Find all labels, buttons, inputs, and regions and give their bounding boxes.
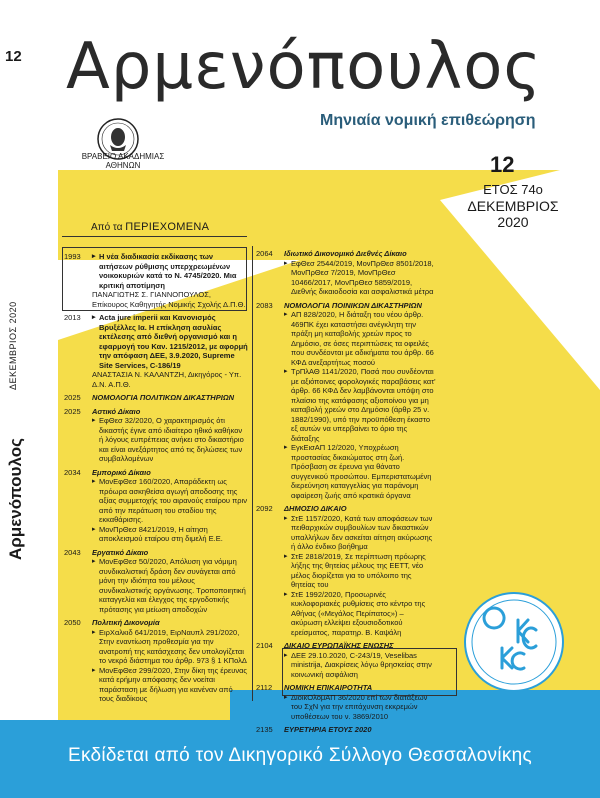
contents-entry: [256, 249, 436, 297]
contents-entry: [64, 407, 248, 464]
page-number: 2025: [64, 393, 81, 402]
year-volume: ΕΤΟΣ 74ο: [483, 182, 543, 197]
column-divider: [252, 246, 253, 701]
contents-entry: [64, 252, 248, 309]
contents-entry: [64, 393, 248, 403]
award-caption: ΒΡΑΒΕΙΟ ΑΚΑΔΗΜΙΑΣ ΑΘΗΝΩΝ: [81, 152, 165, 170]
case-item: ▸ ΜονΠρΘεσ 8421/2019, Η αίτηση απoκλεισμού εταίρου στη διμελή Ε.Ε.: [92, 525, 248, 544]
contents-entry: [64, 468, 248, 544]
issue-number: 12: [490, 152, 515, 177]
publisher-footer: Εκδίδεται από τον Δικηγορικό Σύλλογο Θεσσαλονίκης: [67, 745, 533, 766]
page-number: 2104: [256, 641, 273, 650]
case-item: ▸ ΣτΕ 1992/2020, Προσωρινές κυκλοφοριακές ρυθμίσεις στο κέντρο της Αθήνας («Μεγάλος Περίπατος») – ακύρωση ελλείψει εξουσιοδοτικού ερείσματος, παρατηρ. Β. Καψάλη: [284, 590, 436, 638]
case-item: ▸ ΤρΠλΑΘ 1141/2020, Ποσά που συνδέονται με αξιόποινες φορολογικές παραβάσεις κατ' άρθρ. 66 ΚΦΔ δεν λαμβάνονται υπόψη στο πλαίσιο της κατάφασης αξιοποίνου για μη καταβολή χρεών στο Δημόσιο (άρθρ 25 ν. 1882/1990), υπό την προϋπόθεση έκαστο εξ αυτών να υπερβαίνει το όριο της διάταξης: [284, 367, 436, 443]
page-number: 2135: [256, 725, 273, 734]
contents-rule: [62, 236, 247, 237]
section-heading: ΕΥΡΕΤΗΡΙΑ ΕΤΟΥΣ 2020: [284, 725, 372, 734]
section-heading: ΝΟΜΙΚΗ ΕΠΙΚΑΙΡΟΤΗΤΑ: [284, 683, 373, 692]
subsection-heading: Αστικό Δίκαιο: [92, 406, 141, 416]
section-heading: ΔΙΚΑΙΟ ΕΥΡΩΠΑΪΚΗΣ ΕΝΩΣΗΣ: [284, 641, 394, 650]
journal-title: Αρμενόπουλος: [66, 30, 542, 104]
case-item: ▸ ΜονΕφΘεσ 299/2020, Στην δίκη της έρευνας κατά ερήμην απόφασης δεν νοείται παράσταση με δήλωση για κανέναν από τους διαδίκους: [92, 666, 248, 704]
contents-entry: [64, 548, 248, 615]
contents-entry: [256, 725, 436, 735]
subsection-heading: Εργατικό Δίκαιο: [92, 547, 149, 557]
article-title: ▸ Η νέα διαδικασία εκδίκασης των αιτήσεων ρύθμισης υπερχρεωμένων νοικοκυριών κατά το Ν. 4745/2020. Μια κριτική αποτίμηση: [92, 252, 248, 290]
case-item: ▸ ΜονΕφΘεσ 160/2020, Απαράδεκτη ως πρόωρα ασκηθείσα αγωγή αποδοσης της αξίας συμμετοχής του αιρανούς εταίρου πριν από την περάτωση του σταδίου της εκκαθάρισης.: [92, 477, 248, 525]
journal-subtitle: Μηνιαία νομική επιθεώρηση: [320, 112, 536, 129]
bar-association-emblem-icon: [462, 590, 566, 694]
page-number: 1993: [64, 252, 81, 261]
contents-entry: [256, 504, 436, 637]
issue-month: ΔΕΚΕΜΒΡΙΟΣ: [467, 198, 559, 214]
section-heading: ΝΟΜΟΛΟΓΙΑ ΠΟΛΙΤΙΚΩΝ ΔΙΚΑΣΤΗΡΙΩΝ: [92, 393, 235, 402]
spine-date: [8, 290, 22, 390]
section-heading: ΝΟΜΟΛΟΓΙΑ ΠΟΙΝΙΚΩΝ ΔΙΚΑΣΤΗΡΙΩΝ: [284, 300, 422, 310]
contents-label: ΠΕΡΙΕΧΟΜΕΝΑ: [125, 221, 210, 233]
case-item: ▸ ΣτΕ 2818/2019, Σε περίπτωση πρόωρης λήξης της θητείας μέλους της ΕΕΤΤ, νέο μέλος διορίζεται για το υπόλοιπο της θητείας του: [284, 552, 436, 590]
contents-left-column: [64, 252, 248, 708]
subsection-heading: Εμπορικό Δίκαιο: [92, 467, 151, 477]
case-item: ▸ ΜονΕφΘεσ 50/2020, Απόλυση για νόμιμη συνδικαλιστική δράση δεν συνάγεται από μόνη την ιδιότητα του μέλους συνδικαλιστικής οργάνωσης. Τροποποιητική καταγγελία και έλεγχος της εργοδοτικής πρότασης για μείωση αποδοχών: [92, 557, 248, 614]
page-number: 2013: [64, 313, 81, 322]
contents-right-column: [256, 249, 436, 739]
contents-entry: [64, 618, 248, 704]
case-item: ▸ ΔΕΕ 29.10.2020, C-243/19, Veselibas ministrija, Διακρίσεις λόγω θρησκείας στην κοινωνική ασφάλιση: [284, 651, 436, 680]
contents-entry: [256, 683, 436, 721]
page-number: 2064: [256, 249, 273, 258]
issue-year: 2020: [497, 214, 529, 230]
article-author: ΠΑΝΑΓΙΩΤΗΣ Σ. ΓΙΑΝΝΟΠΟΥΛΟΣ, Επίκουρος Καθηγητής Νομικής Σχολής Δ.Π.Θ.: [92, 290, 246, 309]
page-number: 2043: [64, 547, 81, 557]
case-item: ▸ ΕγκΕισΑΠ 12/2020, Υποχρέωση προστασίας δικαιώματος στη ζωή. Πρόσβαση σε έρευνα για θάνατο συγγενικού προσώπου. Εμπεριστατωμένη διερεύνηση καταγγελίας για παράνομη αφαίρεση ζωής από κρατικά όργανα: [284, 443, 436, 500]
page-number: 2112: [256, 683, 273, 692]
spine-title-text: Αρμενόπουλος: [6, 438, 25, 560]
case-item: ▸ ΕιρΧαλκιδ 641/2019, ΕιρΝαυπλ 291/2020, Στην εναντίωση προθεσμία για την ανατροπή της κατάσχεσης δεν υπολογίζεται το νεκρό διάστημα του άρθρ. 973 § 1 ΚΠολΔ: [92, 628, 248, 666]
issue-number-side: 12: [5, 48, 22, 65]
article-title: ▸ Acta jure imperii και Κανονισμός Βρυξέλλες Ια. Η επίκληση ασυλίας εκτέλεσης από διεθνή οργανισμό και η εφαρμογή του Καν. 1215/2012, με αφορμή την απόφαση ΔΕΕ, 3.9.2020, Supreme Site Services, C-186/19: [92, 313, 248, 370]
contents-entry: [64, 313, 248, 389]
contents-entry: [256, 301, 436, 501]
page-number: 2034: [64, 467, 81, 477]
spine-date-text: ΔΕΚΕΜΒΡΙΟΣ 2020: [8, 301, 18, 390]
subsection-heading: Πολιτική Δικονομία: [92, 618, 160, 627]
page-number: 2025: [64, 406, 81, 416]
spine-title: [6, 438, 36, 570]
contents-entry: [256, 641, 436, 679]
contents-heading: [91, 221, 209, 233]
contents-prefix: Από τα: [91, 222, 123, 233]
case-item: ▸ ΑΠ 828/2020, Η διάταξη του νέου άρθρ. 469ΠΚ έχει καταστήσει ανέγκλητη την πράξη μη καταβολής χρεών προς το Δημόσιο, σε όσες περιπτώσεις τα οφειλές που συνδέονται με αδικήματα του άρθρ. 66 ΚΦΔ ανεξαρτήτως ποσού: [284, 310, 436, 367]
subsection-heading: Ιδιωτικό Δικονομικό Διεθνές Δίκαιο: [284, 249, 407, 258]
page-number: 2083: [256, 300, 273, 310]
issue-info: [458, 182, 568, 230]
case-item: ▸ ΕφΘεσ 2544/2019, ΜονΠρΘεσ 8501/2018, ΜονΠρΘεσ 7/2019, ΜονΠρΘεσ 10466/2017, ΜονΠρΘεσ 5859/2019, Διεθνής δικαιοδοσία και ασφαλιστικά μέτρα: [284, 259, 436, 297]
case-item: ▸ ΕφΘεσ 32/2020, Ο χαρακτηρισμός ότι δικαστής έγινε από ιδιαίτερο ηθικό καθήκον ή λόγους ευπρέπειας ανήκει στο δικαστήριο και είναι ανεξάρτητος από τις δηλώσεις των συμβαλλομένων: [92, 416, 248, 464]
page-number: 2092: [256, 504, 273, 513]
page-number: 2050: [64, 618, 81, 627]
case-item: ▸ ΣτΕ 1157/2020, Κατά των αποφάσεων των πειθαρχικών συμβουλίων των δικαστικών υπαλλήλων δεν ασκείται αίτηση ακύρωσης ή άλλο ένδικο βοήθημα: [284, 514, 436, 552]
section-heading: ΔΗΜΟΣΙΟ ΔΙΚΑΙΟ: [284, 504, 347, 513]
article-author: ΑΝΑΣΤΑΣΙΑ Ν. ΚΑΛΑΝΤΖΗ, Δικηγόρος - Υπ. Δ.Ν. Α.Π.Θ.: [92, 370, 242, 389]
case-item: ▸ ΔιοικΟλομΑΠ 36/2020 επί των διατάξεων του ΣχΝ για την επιτάχυνση εκκρεμών υποθέσεων του ν. 3869/2010: [284, 693, 436, 722]
